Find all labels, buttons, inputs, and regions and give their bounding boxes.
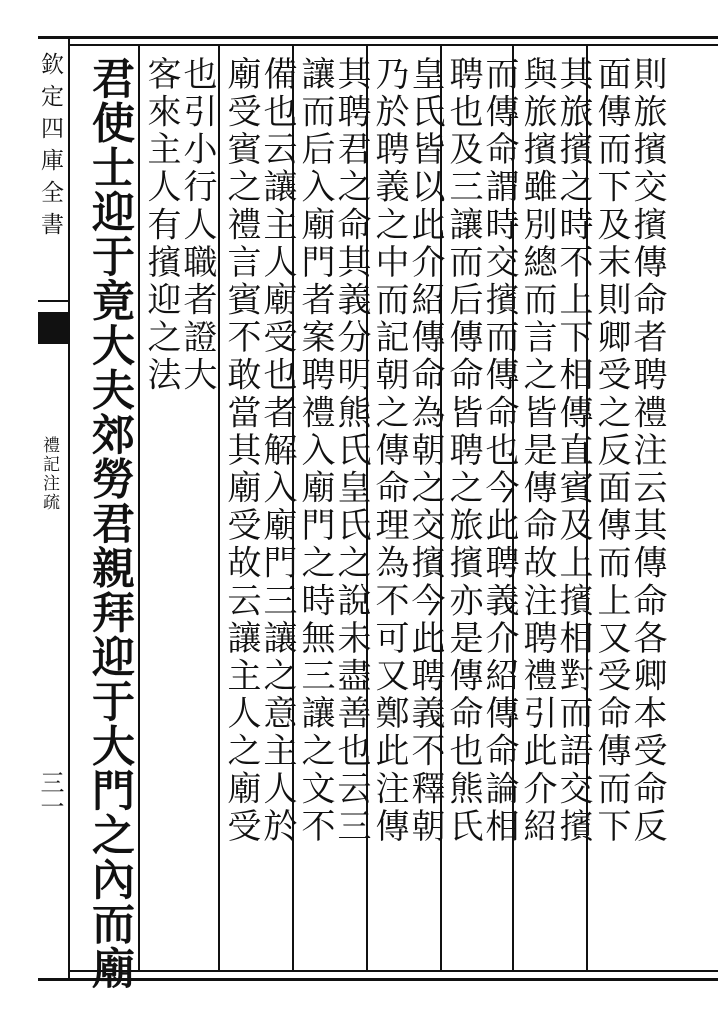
page-number: 三一 [36,770,64,818]
book-title: 欽定四庫全書 [37,52,63,244]
bottom-border [38,978,718,981]
commentary-column: 乃於聘義之中而記朝之傳命理為不可又鄭此注傳 [369,56,409,846]
commentary-column: 其聘君之命其義分明熊氏皇氏之說未盡善也云三 [331,56,371,846]
commentary-column: 與旅擯雖別總而言之皆是傳命故注聘禮引此介紹 [517,56,557,846]
section-title: 禮記注疏 [39,436,59,512]
fold-line [68,36,70,981]
main-text-column: 君使士迎于竟大夫郊勞君親拜迎于大門之內而廟 [85,56,135,991]
fold-rule-top [38,300,70,302]
commentary-column: 聘也及三讓而后傳命皆聘之旅擯亦是傳命也熊氏 [443,56,483,846]
commentary-column: 客來主人有擯迎之法 [141,56,181,395]
commentary-column: 面傳而下及末則卿受之反面傳而上又受命傳而下 [591,56,631,846]
commentary-column: 而傳命謂時交擯而傳命也今此聘義介紹傳命論相 [479,56,519,846]
top-inner-border [70,44,718,46]
column-divider [218,44,220,972]
top-border [38,36,718,39]
commentary-column: 其旅擯之時不上下相傳直賓及上擯相對而語交擯 [553,56,593,846]
commentary-column: 廟受賓之禮言賓不敢當其廟受故云讓主人之廟受 [221,56,261,846]
commentary-column: 則旅擯交擯傳命者聘禮注云其傳命各卿本受命反 [627,56,667,846]
commentary-column: 也引小行人職者證大 [177,56,217,395]
commentary-column: 讓而后入廟門者案聘禮入廟門之時無三讓之文不 [295,56,335,846]
fish-tail-ornament [38,312,68,344]
commentary-column: 備也云讓主人廟受也者解入廟門三讓之意主人於 [257,56,297,846]
column-divider [138,44,140,972]
bottom-inner-border [70,970,718,972]
commentary-column: 皇氏皆以此介紹傳命為朝之交擯今此聘義不釋朝 [405,56,445,846]
